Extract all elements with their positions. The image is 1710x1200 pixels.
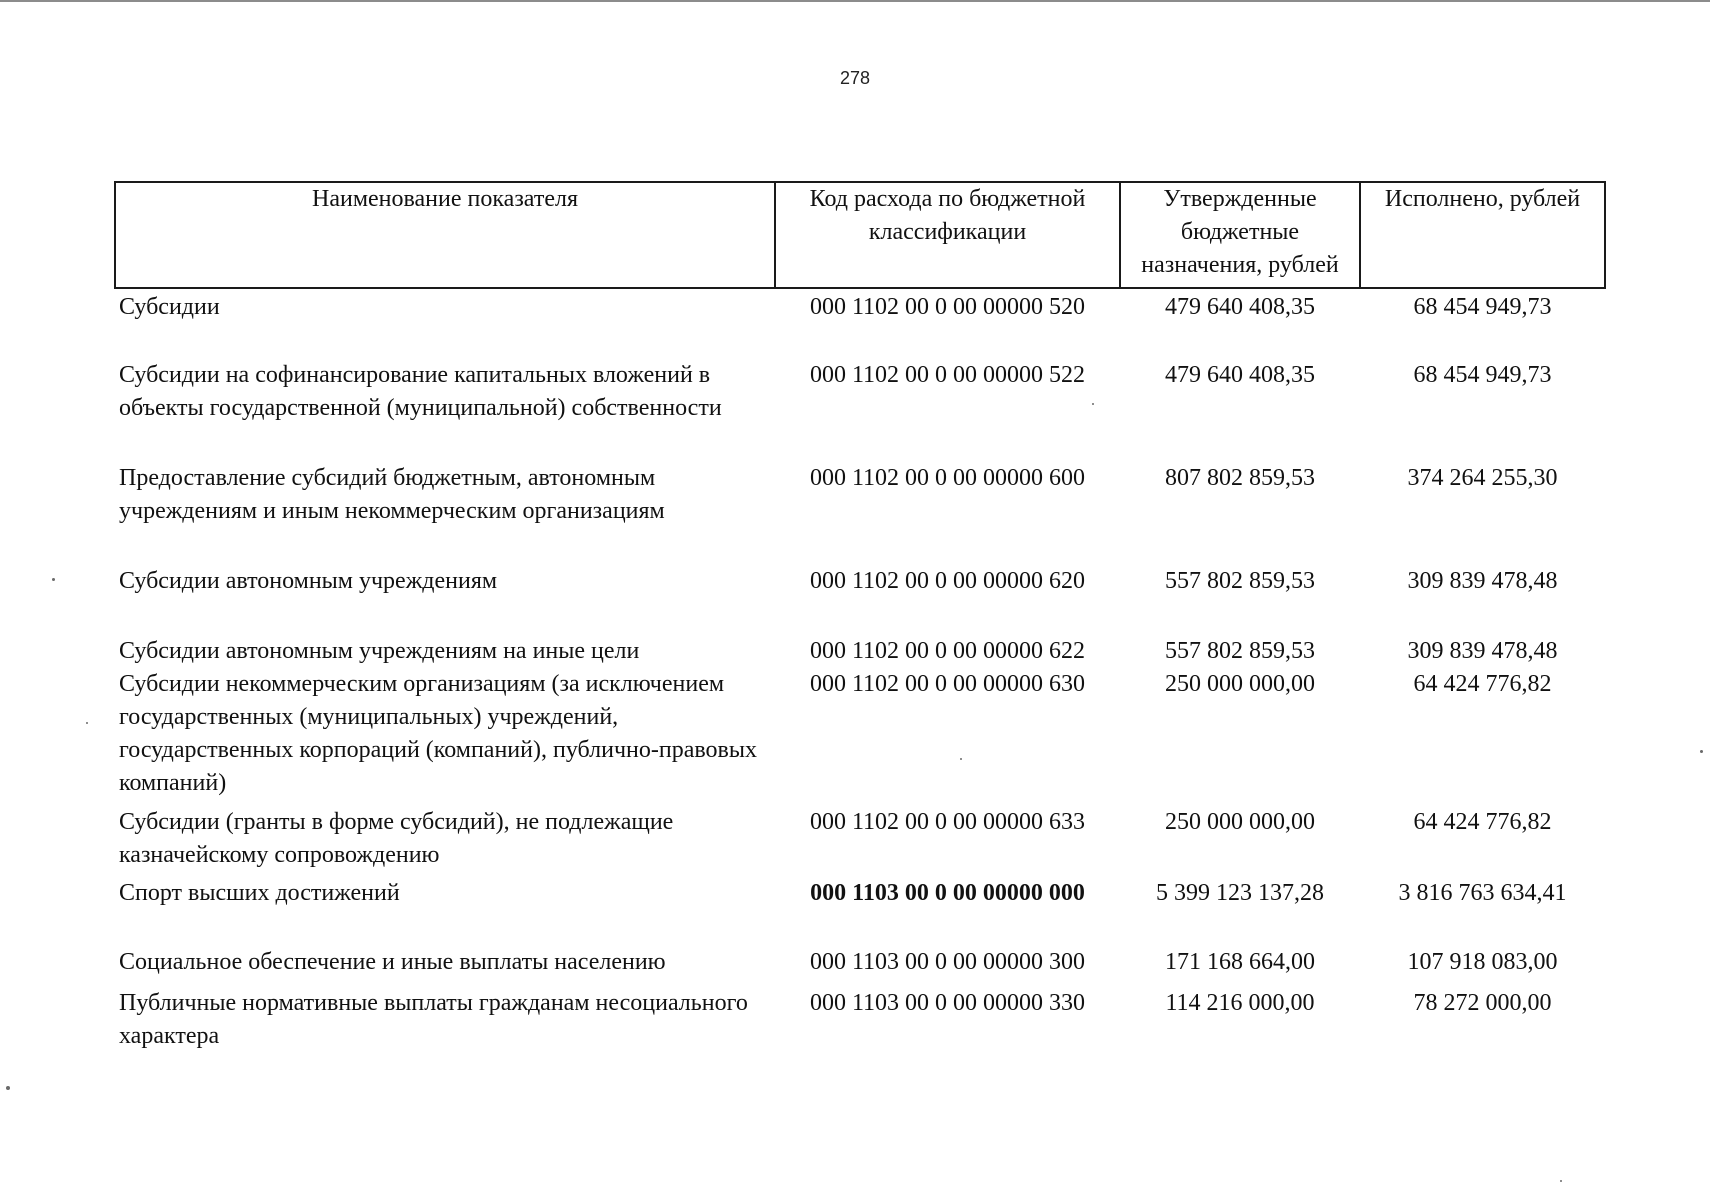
row-code: 000 1102 00 0 00 00000 622 xyxy=(809,638,1086,664)
row-approved: 557 802 859,53 xyxy=(1165,568,1315,594)
row-code: 000 1102 00 0 00 00000 620 xyxy=(809,568,1086,594)
row-code: 000 1102 00 0 00 00000 522 xyxy=(809,362,1086,388)
table-row xyxy=(115,668,1605,806)
table-row xyxy=(115,946,1605,987)
table-row xyxy=(115,635,1605,668)
row-name: Социальное обеспечение и иные выплаты населению xyxy=(119,949,666,975)
row-code: 000 1103 00 0 00 00000 000 xyxy=(810,880,1085,906)
table-row xyxy=(115,288,1605,359)
row-executed: 64 424 776,82 xyxy=(1413,671,1552,697)
row-executed: 107 918 083,00 xyxy=(1407,949,1558,975)
row-name: Субсидии автономным учреждениям xyxy=(119,568,498,594)
table-row xyxy=(115,462,1605,565)
row-code: 000 1103 00 0 00 00000 330 xyxy=(809,990,1086,1016)
row-approved: 171 168 664,00 xyxy=(1165,949,1315,975)
row-approved: 5 399 123 137,28 xyxy=(1156,880,1324,906)
header-approved: Утвержденные бюджетные назначения, рублей xyxy=(1120,182,1360,288)
scan-speck xyxy=(6,1086,10,1090)
scan-speck xyxy=(52,578,55,581)
row-executed: 309 839 478,48 xyxy=(1407,568,1558,594)
row-approved: 479 640 408,35 xyxy=(1165,362,1315,388)
table-row xyxy=(115,877,1605,946)
row-code: 000 1102 00 0 00 00000 600 xyxy=(809,465,1086,491)
row-code: 000 1102 00 0 00 00000 630 xyxy=(809,671,1086,697)
scan-speck xyxy=(960,758,962,760)
scan-speck xyxy=(1092,403,1094,405)
top-border-line xyxy=(0,0,1710,2)
table-header xyxy=(115,182,1605,288)
row-executed: 68 454 949,73 xyxy=(1413,362,1552,388)
report-table-container xyxy=(114,181,1604,1057)
row-approved: 807 802 859,53 xyxy=(1165,465,1315,491)
row-executed: 68 454 949,73 xyxy=(1413,294,1552,320)
header-name: Наименование показателя xyxy=(115,182,775,288)
header-executed: Исполнено, рублей xyxy=(1360,182,1605,288)
row-code: 000 1103 00 0 00 00000 300 xyxy=(809,949,1086,975)
scan-speck xyxy=(1560,1180,1562,1182)
page-number: 278 xyxy=(839,68,871,88)
row-name: Субсидии на софинансирование капитальных вложений в объекты государственной (муниципальной) собственности xyxy=(119,362,722,421)
row-executed: 3 816 763 634,41 xyxy=(1398,880,1567,906)
table-row xyxy=(115,987,1605,1057)
row-name: Спорт высших достижений xyxy=(119,880,400,906)
row-code: 000 1102 00 0 00 00000 633 xyxy=(809,809,1086,835)
row-executed: 309 839 478,48 xyxy=(1407,638,1558,664)
row-name: Публичные нормативные выплаты гражданам несоциального характера xyxy=(119,990,748,1049)
table-body xyxy=(115,288,1605,1057)
row-name: Субсидии автономным учреждениям на иные цели xyxy=(119,638,640,664)
row-executed: 78 272 000,00 xyxy=(1413,990,1552,1016)
table-row xyxy=(115,359,1605,462)
row-code: 000 1102 00 0 00 00000 520 xyxy=(809,294,1086,320)
row-name: Субсидии (гранты в форме субсидий), не подлежащие казначейскому сопровождению xyxy=(119,809,674,868)
row-executed: 64 424 776,82 xyxy=(1413,809,1552,835)
budget-execution-table xyxy=(114,181,1606,1057)
row-approved: 114 216 000,00 xyxy=(1165,990,1315,1016)
header-row xyxy=(115,182,1605,288)
row-approved: 479 640 408,35 xyxy=(1165,294,1315,320)
row-executed: 374 264 255,30 xyxy=(1407,465,1558,491)
table-row xyxy=(115,806,1605,877)
row-name: Субсидии некоммерческим организациям (за исключением государственных (муниципальных) учреждений, государственных корпораций (компаний), публично-правовых компаний) xyxy=(119,671,757,796)
table-row xyxy=(115,565,1605,635)
row-approved: 250 000 000,00 xyxy=(1165,809,1315,835)
scan-speck xyxy=(86,722,88,724)
row-name: Субсидии xyxy=(119,294,220,320)
row-name: Предоставление субсидий бюджетным, автономным учреждениям и иным некоммерческим организациям xyxy=(119,465,665,524)
scan-speck xyxy=(1700,750,1703,753)
row-approved: 250 000 000,00 xyxy=(1165,671,1315,697)
header-code: Код расхода по бюджетной классификации xyxy=(775,182,1120,288)
row-approved: 557 802 859,53 xyxy=(1165,638,1315,664)
